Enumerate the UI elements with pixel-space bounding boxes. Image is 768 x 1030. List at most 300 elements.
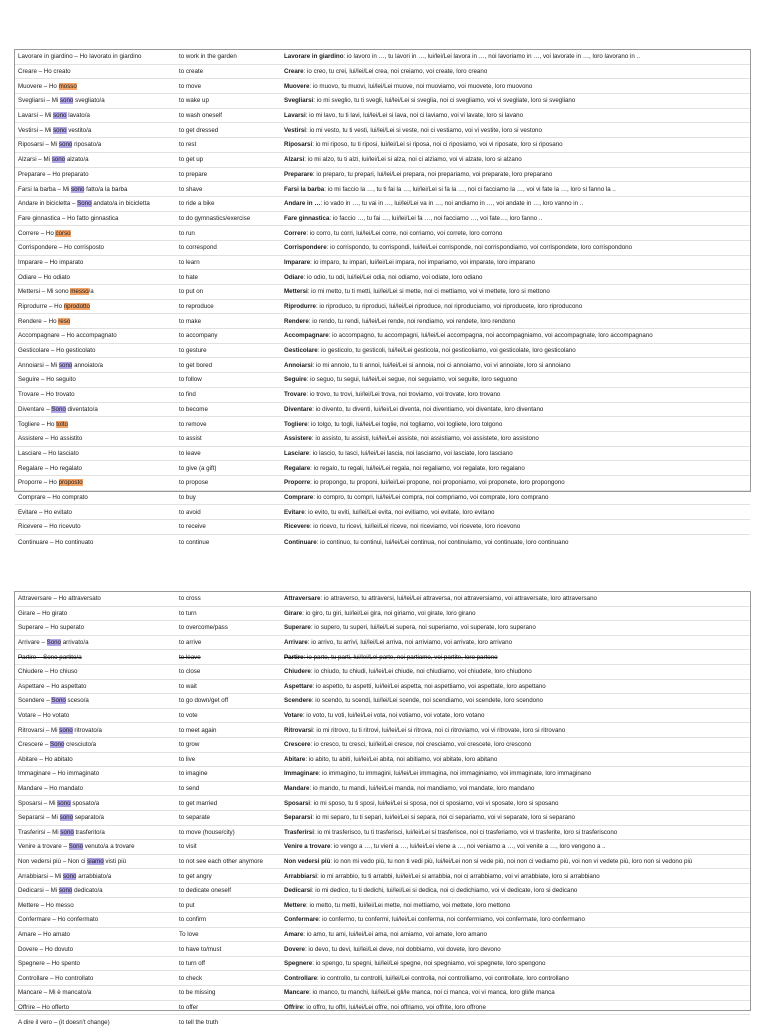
past-suffix: svegliato/a bbox=[73, 97, 105, 105]
conjugation-text: : io mi sveglio, tu ti svegli, lui/lei/Lei si sveglia, noi ci svegliamo, voi vi svegliate, loro si svegliano bbox=[313, 97, 576, 105]
table-row bbox=[15, 607, 750, 622]
table-row bbox=[15, 986, 750, 1001]
highlighted-word: Sono bbox=[46, 639, 61, 647]
english-cell: to do gymnastics/exercise bbox=[179, 214, 251, 222]
table-row bbox=[15, 123, 750, 138]
conjugation-text: : io evito, tu eviti, lui/lei/Lei evita, noi evitiamo, voi evitate, loro evitano bbox=[304, 508, 495, 516]
verb-label: Accompagnare bbox=[284, 332, 329, 340]
english-cell: to vote bbox=[179, 712, 198, 720]
conjugation-text: : io mi riposo, tu ti riposi, lui/lei/Lei si riposa, noi ci riposiamo, voi vi riposate, loro si riposano bbox=[312, 141, 563, 149]
verb-label: Partire bbox=[284, 653, 304, 661]
english-cell: to confirm bbox=[179, 916, 207, 924]
english-cell: to tell the truth bbox=[179, 1019, 219, 1027]
conjugation-text: : io corro, tu corri, lui/lei/Lei corre, noi corriamo, voi correte, loro corrono bbox=[306, 229, 503, 237]
conjugation-text: : io mi metto, tu ti metti, lui/lei/Lei si mette, noi ci mettiamo, voi vi mettete, loro si mettono bbox=[307, 288, 550, 296]
past-prefix: Alzarsi – Mi bbox=[18, 156, 52, 164]
conjugation-cell bbox=[281, 215, 750, 222]
verb-past-cell bbox=[15, 697, 176, 704]
conjugation-text: : io cresco, tu cresci, lui/lei/Lei cresce, noi cresciamo, voi crescete, loro crescono bbox=[310, 741, 532, 749]
verb-label: Ricevere bbox=[284, 523, 310, 531]
highlighted-word: sono bbox=[58, 887, 73, 895]
english-cell: to live bbox=[179, 755, 196, 763]
conjugation-text: : io regalo, tu regali, lui/lei/Lei regala, noi regaliamo, voi regalate, loro regalano bbox=[310, 464, 525, 472]
past-prefix: Togliere – Ho bbox=[18, 420, 57, 428]
verb-label: Continuare bbox=[284, 538, 317, 546]
conjugation-cell bbox=[281, 450, 750, 457]
verb-label: Girare bbox=[284, 609, 303, 617]
conjugation-text: : io compro, tu compri, lui/lei/Lei compra, noi compriamo, voi comprate, loro comprano bbox=[313, 493, 549, 501]
verb-label: Confermare bbox=[284, 916, 319, 924]
conjugation-text: : io riproduco, tu riproduci, lui/lei/Lei riproduce, noi riproduciamo, voi riproducete, loro riproducono bbox=[315, 303, 583, 311]
verb-past-cell: Imparare – Ho imparato bbox=[18, 258, 84, 266]
past-prefix: Farsi la barba – Mi bbox=[18, 185, 71, 193]
verb-past-cell: Dovere – Ho dovuto bbox=[18, 945, 74, 953]
conjugation-cell bbox=[281, 595, 750, 602]
english-cell: to be missing bbox=[179, 989, 216, 997]
conjugation-cell bbox=[281, 230, 750, 237]
past-suffix: annoiato/a bbox=[72, 361, 103, 369]
highlighted-word: sono bbox=[63, 872, 77, 880]
conjugation-text: : io vengo a …, tu vieni a …, lui/lei/Lei viene a …, noi veniamo a …, voi venite a …, loro vengono a .. bbox=[330, 843, 606, 851]
english-cell: to follow bbox=[179, 376, 202, 384]
verb-past-cell: Preparare – Ho preparato bbox=[18, 170, 89, 178]
english-cell: to ride a bike bbox=[179, 200, 215, 208]
past-prefix: Diventare – bbox=[18, 405, 52, 413]
english-cell: to cross bbox=[179, 595, 201, 603]
english-cell: to reproduce bbox=[179, 303, 214, 311]
table-row bbox=[15, 796, 750, 811]
vocab-table-2 bbox=[14, 591, 751, 1027]
past-suffix: riposato/a bbox=[72, 141, 102, 149]
past-prefix: Scendere – bbox=[18, 697, 52, 705]
verb-past-cell: Votare – Ho votato bbox=[18, 712, 70, 720]
past-suffix: ritrovato/a bbox=[72, 726, 102, 734]
english-cell: to check bbox=[179, 974, 203, 982]
table-row bbox=[15, 694, 750, 709]
conjugation-cell bbox=[281, 68, 750, 75]
past-suffix: fatto/a la barba bbox=[84, 185, 128, 193]
verb-past-cell: Mettere – Ho messo bbox=[18, 901, 74, 909]
conjugation-cell bbox=[281, 303, 750, 310]
conjugation-cell bbox=[281, 814, 750, 821]
verb-past-cell: Comprare – Ho comprato bbox=[18, 493, 88, 501]
table-row bbox=[15, 942, 750, 957]
conjugation-cell bbox=[281, 858, 750, 865]
english-cell: to meet again bbox=[179, 726, 217, 734]
conjugation-cell bbox=[281, 960, 750, 967]
verb-label: Venire a trovare bbox=[284, 843, 331, 851]
past-prefix: Ritrovarsi – Mi bbox=[18, 726, 60, 734]
conjugation-text: : io amo, tu ami, lui/lei/Lei ama, noi amiamo, voi amate, loro amano bbox=[303, 930, 487, 938]
highlighted-word: reso bbox=[58, 317, 71, 325]
verb-past-cell: Controllare – Ho controllato bbox=[18, 974, 94, 982]
verb-label: Dedicarsi bbox=[284, 887, 312, 895]
conjugation-text: : io gesticolo, tu gesticoli, lui/lei/Lei gesticola, noi gesticoliamo, voi gesticolate, loro gesticolano bbox=[317, 347, 576, 355]
table-row bbox=[15, 884, 750, 899]
conjugation-text: : io scendo, tu scendi, lui/lei/Lei scende, noi scendiamo, voi scendete, loro scendono bbox=[311, 697, 543, 705]
english-cell: To love bbox=[179, 930, 199, 938]
table-row bbox=[15, 79, 750, 94]
conjugation-text: : io divento, tu diventi, lui/lei/Lei diventa, noi diventiamo, voi diventate, loro diventano bbox=[312, 405, 544, 413]
verb-past-cell: Superare – Ho superato bbox=[18, 624, 85, 632]
english-cell: to not see each other anymore bbox=[179, 857, 263, 865]
conjugation-cell bbox=[281, 668, 750, 675]
conjugation-cell bbox=[281, 141, 750, 148]
verb-past-cell bbox=[15, 741, 176, 748]
table-row bbox=[15, 505, 750, 520]
conjugation-cell bbox=[281, 83, 750, 90]
conjugation-cell bbox=[281, 244, 750, 251]
table-row bbox=[15, 344, 750, 359]
conjugation-text: : io chiudo, tu chiudi, lui/lei/Lei chiude, noi chiudiamo, voi chiudete, loro chiudono bbox=[310, 668, 532, 676]
highlighted-word: riprodotto bbox=[63, 303, 90, 311]
table-row bbox=[15, 65, 750, 80]
verb-label: Separarsi bbox=[284, 814, 313, 822]
conjugation-cell bbox=[281, 946, 750, 953]
verb-label: Muovere bbox=[284, 82, 310, 90]
verb-label: Arrabbiarsi bbox=[284, 872, 318, 880]
verb-past-cell: Fare ginnastica – Ho fatto ginnastica bbox=[18, 214, 119, 222]
conjugation-cell bbox=[281, 1004, 750, 1011]
conjugation-cell bbox=[281, 829, 750, 836]
conjugation-cell bbox=[281, 683, 750, 690]
table-row bbox=[15, 432, 750, 447]
conjugation-text: : io voto, tu voti, lui/lei/Lei vota, noi votiamo, voi votate, loro votano bbox=[302, 712, 485, 720]
conjugation-text: : io mi sposo, tu ti sposi, lui/lei/Lei si sposa, noi ci sposiamo, voi vi sposate, loro si sposano bbox=[310, 799, 559, 807]
verb-label: Togliere bbox=[284, 420, 308, 428]
table-row bbox=[15, 153, 750, 168]
table-row bbox=[15, 109, 750, 124]
table-row bbox=[15, 270, 750, 285]
verb-label: Mancare bbox=[284, 989, 310, 997]
conjugation-text: : io trovo, tu trovi, lui/lei/Lei trova, noi troviamo, voi trovate, loro trovano bbox=[306, 391, 501, 399]
table-row bbox=[15, 491, 750, 506]
table-row bbox=[15, 138, 750, 153]
conjugation-text: : io supero, tu superi, lui/lei/Lei supera, noi superiamo, voi superate, loro superano bbox=[310, 624, 536, 632]
verb-label: Corrispondere bbox=[284, 244, 327, 252]
table-row bbox=[15, 476, 750, 491]
verb-label: Riposarsi bbox=[284, 141, 313, 149]
verb-past-cell bbox=[15, 230, 176, 237]
verb-past-cell: Corrispondere – Ho corrisposto bbox=[18, 244, 104, 252]
verb-past-cell: Girare – Ho girato bbox=[18, 609, 68, 617]
past-suffix: cresciuto/a bbox=[64, 741, 97, 749]
conjugation-cell bbox=[281, 171, 750, 178]
english-cell: to put on bbox=[179, 288, 204, 296]
conjugation-text: : io lavoro in …, tu lavori in …, lui/lei/Lei lavora in …, noi lavoriamo in …, voi lavorate in …, loro lavorano in .. bbox=[343, 53, 640, 61]
past-prefix: Annoiarsi – Mi bbox=[18, 361, 59, 369]
past-prefix: Proporre – Ho bbox=[18, 479, 59, 487]
verb-label: Proporre bbox=[284, 479, 311, 487]
highlighted-word: Sono bbox=[51, 697, 66, 705]
verb-past-cell: Abitare – Ho abitato bbox=[18, 755, 73, 763]
verb-past-cell bbox=[15, 727, 176, 734]
verb-past-cell bbox=[15, 127, 176, 134]
verb-label: Gesticolare bbox=[284, 347, 318, 355]
verb-past-cell bbox=[15, 97, 176, 104]
conjugation-text: : io muovo, tu muovi, lui/lei/Lei muove, noi muoviamo, voi muovete, loro muovono bbox=[309, 82, 533, 90]
highlighted-word: Sono bbox=[51, 405, 66, 413]
conjugation-text: : io mi faccio la …, tu ti fai la …, lui/lei/Lei si fa la …, noi ci facciamo la …, voi vi fate la …, loro si fanno la .. bbox=[324, 185, 616, 193]
conjugation-cell bbox=[281, 362, 750, 369]
verb-label: Andare in … bbox=[284, 200, 321, 208]
conjugation-cell bbox=[281, 712, 750, 719]
english-cell: to go down/get off bbox=[179, 697, 229, 705]
english-cell: to wake up bbox=[179, 97, 209, 105]
past-suffix: sposato/a bbox=[70, 799, 100, 807]
conjugation-cell bbox=[281, 494, 750, 501]
conjugation-cell bbox=[281, 288, 750, 295]
conjugation-text: : io accompagno, tu accompagni, lui/lei/Lei accompagna, noi accompagniamo, voi accompagnate, loro accompagnano bbox=[328, 332, 653, 340]
conjugation-cell bbox=[281, 697, 750, 704]
past-suffix: andato/a in bicicletta bbox=[91, 200, 150, 208]
past-prefix: Vestirsi – Mi bbox=[18, 126, 54, 134]
past-prefix: Separarsi – Mi bbox=[18, 814, 60, 822]
conjugation-text: : io ricevo, tu ricevi, lui/lei/Lei riceve, noi riceviamo, voi ricevete, loro ricevono bbox=[309, 523, 521, 531]
highlighted-word: Sono bbox=[77, 200, 92, 208]
table-row bbox=[15, 520, 750, 535]
past-prefix: Svegliarsi – Mi bbox=[18, 97, 60, 105]
verb-past-cell: A dire il vero – (it doesn't change) bbox=[18, 1019, 110, 1027]
verb-past-cell: Immaginare – Ho immaginato bbox=[18, 770, 100, 778]
conjugation-text: : io assisto, tu assisti, lui/lei/Lei assiste, noi assistiamo, voi assistete, loro assistono bbox=[311, 435, 539, 443]
verb-label: Farsi la barba bbox=[284, 185, 325, 193]
english-cell: to run bbox=[179, 229, 195, 237]
conjugation-cell bbox=[281, 274, 750, 281]
table-row bbox=[15, 314, 750, 329]
table-row bbox=[15, 898, 750, 913]
verb-past-cell bbox=[15, 83, 176, 90]
table-row bbox=[15, 226, 750, 241]
verb-past-cell bbox=[15, 479, 176, 486]
verb-past-cell bbox=[15, 303, 176, 310]
english-cell: to separate bbox=[179, 814, 210, 822]
past-suffix: /a bbox=[88, 288, 94, 296]
verb-past-cell bbox=[15, 858, 176, 865]
conjugation-text: : io parto, tu parti, lui/lei/Lei parte, noi partiamo, voi partite, loro partono bbox=[303, 653, 498, 661]
verb-label: Rendere bbox=[284, 317, 309, 325]
conjugation-cell bbox=[281, 465, 750, 472]
verb-past-cell bbox=[15, 887, 176, 894]
conjugation-text: : io mi annoio, tu ti annoi, lui/lei/Lei si annoia, noi ci annoiamo, voi vi annoiate, loro si annoiano bbox=[312, 361, 571, 369]
verb-label: Alzarsi bbox=[284, 156, 305, 164]
table-row bbox=[15, 680, 750, 695]
conjugation-cell bbox=[281, 435, 750, 442]
verb-label: Non vedersi più bbox=[284, 857, 331, 865]
conjugation-cell bbox=[281, 785, 750, 792]
table-row bbox=[15, 592, 750, 607]
table-row bbox=[15, 621, 750, 636]
past-suffix: separato/a bbox=[73, 814, 104, 822]
english-cell: to wait bbox=[179, 682, 197, 690]
english-cell: to avoid bbox=[179, 508, 201, 516]
conjugation-text: : io devo, tu devi, lui/lei/Lei deve, noi dobbiamo, voi dovete, loro devono bbox=[304, 945, 501, 953]
highlighted-word: sono bbox=[57, 799, 71, 807]
verb-past-cell bbox=[15, 421, 176, 428]
english-cell: to wash oneself bbox=[179, 112, 222, 120]
table-row bbox=[15, 461, 750, 476]
verb-past-cell: Evitare – Ho evitato bbox=[18, 508, 72, 516]
verb-label: Evitare bbox=[284, 508, 305, 516]
verb-label: Odiare bbox=[284, 273, 304, 281]
conjugation-cell bbox=[281, 654, 750, 661]
english-cell: to turn bbox=[179, 609, 197, 617]
conjugation-cell bbox=[281, 873, 750, 880]
verb-label: Creare bbox=[284, 68, 304, 76]
conjugation-cell bbox=[281, 406, 750, 413]
verb-label: Annoiarsi bbox=[284, 361, 313, 369]
past-prefix: Muovere – Ho bbox=[18, 82, 59, 90]
conjugation-cell bbox=[281, 53, 750, 60]
highlighted-word: proposto bbox=[58, 479, 83, 487]
conjugation-text: : io preparo, tu prepari, lui/lei/Lei prepara, noi prepariamo, voi preparate, loro preparano bbox=[312, 170, 553, 178]
conjugation-cell bbox=[281, 318, 750, 325]
conjugation-text: : io mi lavo, tu ti lavi, lui/lei/Lei si lava, noi ci laviamo, voi vi lavate, loro si lavano bbox=[305, 112, 524, 120]
conjugation-text: : io imparo, tu impari, lui/lei/Lei impara, noi impariamo, voi imparate, loro imparano bbox=[310, 258, 536, 266]
english-cell: to turn off bbox=[179, 960, 206, 968]
conjugation-cell bbox=[281, 727, 750, 734]
english-cell: to imagine bbox=[179, 770, 208, 778]
conjugation-cell bbox=[281, 931, 750, 938]
conjugation-text: : io tolgo, tu togli, lui/lei/Lei toglie, noi togliamo, voi togliete, loro tolgono bbox=[307, 420, 503, 428]
verb-label: Arrivare bbox=[284, 639, 308, 647]
conjugation-text: : io lascio, tu lasci, lui/lei/Lei lascia, noi lasciamo, voi lasciate, loro lasciano bbox=[309, 449, 513, 457]
past-suffix: visti più bbox=[103, 857, 127, 865]
english-cell: to shave bbox=[179, 185, 203, 193]
table-row bbox=[15, 811, 750, 826]
table-row bbox=[15, 826, 750, 841]
past-suffix: arrivato/a bbox=[61, 639, 89, 647]
table-row bbox=[15, 665, 750, 680]
verb-past-cell: Mandare – Ho mandato bbox=[18, 785, 84, 793]
conjugation-text: : io metto, tu metti, lui/lei/Lei mette, noi mettiamo, voi mettete, loro mettono bbox=[306, 901, 511, 909]
verb-past-cell bbox=[15, 639, 176, 646]
verb-label: Lasciare bbox=[284, 449, 310, 457]
english-cell: to have to/must bbox=[179, 945, 222, 953]
english-cell: to offer bbox=[179, 1003, 199, 1011]
english-cell: to move bbox=[179, 82, 202, 90]
verb-past-cell bbox=[15, 200, 176, 207]
english-cell: to accompany bbox=[179, 332, 218, 340]
english-cell: to get up bbox=[179, 156, 204, 164]
conjugation-text: : io attraverso, tu attraversi, lui/lei/Lei attraversa, noi attraversiamo, voi attraversate, loro attraversano bbox=[320, 595, 597, 603]
verb-past-cell bbox=[15, 406, 176, 413]
verb-label: Fare ginnastica bbox=[284, 214, 330, 222]
table-row bbox=[15, 285, 750, 300]
english-cell: to put bbox=[179, 901, 195, 909]
english-cell: to get angry bbox=[179, 872, 212, 880]
conjugation-text: : io mi alzo, tu ti alzi, lui/lei/Lei si alza, noi ci alziamo, voi vi alzate, loro si alzano bbox=[304, 156, 522, 164]
verb-past-cell bbox=[15, 362, 176, 369]
verb-label: Comprare bbox=[284, 493, 314, 501]
conjugation-cell bbox=[281, 391, 750, 398]
table-row bbox=[15, 1015, 750, 1030]
highlighted-word: corso bbox=[55, 229, 71, 237]
verb-label: Assistere bbox=[284, 435, 312, 443]
conjugation-text: : io controllo, tu controlli, lui/lei/Lei controlla, noi controlliamo, voi controllate, loro controllano bbox=[317, 974, 569, 982]
english-cell: to propose bbox=[179, 479, 209, 487]
verb-past-cell bbox=[15, 112, 176, 119]
verb-label: Amare bbox=[284, 930, 304, 938]
highlighted-word: sono bbox=[60, 828, 74, 836]
conjugation-cell bbox=[281, 376, 750, 383]
past-prefix: Arrivare – bbox=[18, 639, 47, 647]
verb-past-cell bbox=[15, 800, 176, 807]
conjugation-cell bbox=[281, 479, 750, 486]
verb-past-cell: Aspettare – Ho aspettato bbox=[18, 682, 87, 690]
table-row bbox=[15, 535, 750, 550]
english-cell: to create bbox=[179, 68, 204, 76]
verb-past-cell bbox=[15, 288, 176, 295]
conjugation-text: : io rendo, tu rendi, lui/lei/Lei rende, noi rendiamo, voi rendete, loro rendono bbox=[308, 317, 516, 325]
table-row bbox=[15, 782, 750, 797]
past-prefix: Crescere – bbox=[18, 741, 50, 749]
conjugation-cell bbox=[281, 639, 750, 646]
verb-label: Controllare bbox=[284, 974, 318, 982]
conjugation-cell bbox=[281, 843, 750, 850]
conjugation-cell bbox=[281, 421, 750, 428]
table-row bbox=[15, 94, 750, 109]
table-row bbox=[15, 403, 750, 418]
english-cell: to get married bbox=[179, 799, 218, 807]
conjugation-text: : io propongo, tu proponi, lui/lei/Lei propone, noi proponiamo, voi proponete, loro propongono bbox=[310, 479, 565, 487]
verb-label: Ritrovarsi bbox=[284, 726, 313, 734]
verb-past-cell: Continuare – Ho continuato bbox=[18, 538, 94, 546]
verb-label: Riprodurre bbox=[284, 303, 316, 311]
english-cell: to receive bbox=[179, 523, 206, 531]
highlighted-word: messo bbox=[70, 288, 89, 296]
vocab-table-1 bbox=[14, 49, 751, 546]
past-suffix: arrabbiato/a bbox=[76, 872, 112, 880]
verb-label: Correre bbox=[284, 229, 307, 237]
conjugation-cell bbox=[281, 112, 750, 119]
verb-label: Immaginare bbox=[284, 770, 319, 778]
table-row bbox=[15, 738, 750, 753]
verb-label: Scendere bbox=[284, 697, 312, 705]
verb-label: Trovare bbox=[284, 391, 307, 399]
highlighted-word: Sono bbox=[49, 741, 65, 749]
conjugation-text: : io continuo, tu continui, lui/lei/Lei continua, noi continuiamo, voi continuate, loro continuano bbox=[316, 538, 569, 546]
conjugation-cell bbox=[281, 347, 750, 354]
verb-past-cell: Chiudere – Ho chiuso bbox=[18, 668, 78, 676]
conjugation-cell bbox=[281, 887, 750, 894]
past-suffix: dedicato/a bbox=[72, 887, 103, 895]
conjugation-text: : io mando, tu mandi, lui/lei/Lei manda, noi mandiamo, voi mandate, loro mandano bbox=[309, 785, 535, 793]
verb-past-cell bbox=[15, 843, 176, 850]
table-row bbox=[15, 241, 750, 256]
verb-past-cell: Lasciare – Ho lasciato bbox=[18, 449, 79, 457]
verb-label: Superare bbox=[284, 624, 311, 632]
conjugation-text: : io abito, tu abiti, lui/lei/Lei abita, noi abitiamo, voi abitate, loro abitano bbox=[305, 755, 498, 763]
past-prefix: Correre – Ho bbox=[18, 229, 56, 237]
verb-past-cell bbox=[15, 156, 176, 163]
highlighted-word: sono bbox=[51, 156, 66, 164]
verb-past-cell: Amare – Ho amato bbox=[18, 930, 70, 938]
verb-past-cell: Trovare – Ho trovato bbox=[18, 391, 75, 399]
past-prefix: Rendere – Ho bbox=[18, 317, 59, 325]
verb-past-cell: Gesticolare – Ho gesticolato bbox=[18, 347, 96, 355]
verb-past-cell bbox=[15, 829, 176, 836]
table-row bbox=[15, 971, 750, 986]
verb-past-cell bbox=[15, 873, 176, 880]
verb-label: Preparare bbox=[284, 170, 313, 178]
past-suffix: trasferito/a bbox=[73, 828, 105, 836]
conjugation-cell bbox=[281, 127, 750, 134]
english-cell: to prepare bbox=[179, 170, 208, 178]
conjugation-cell bbox=[281, 741, 750, 748]
verb-label: Svegliarsi bbox=[284, 97, 314, 105]
past-suffix: sceso/a bbox=[65, 697, 89, 705]
